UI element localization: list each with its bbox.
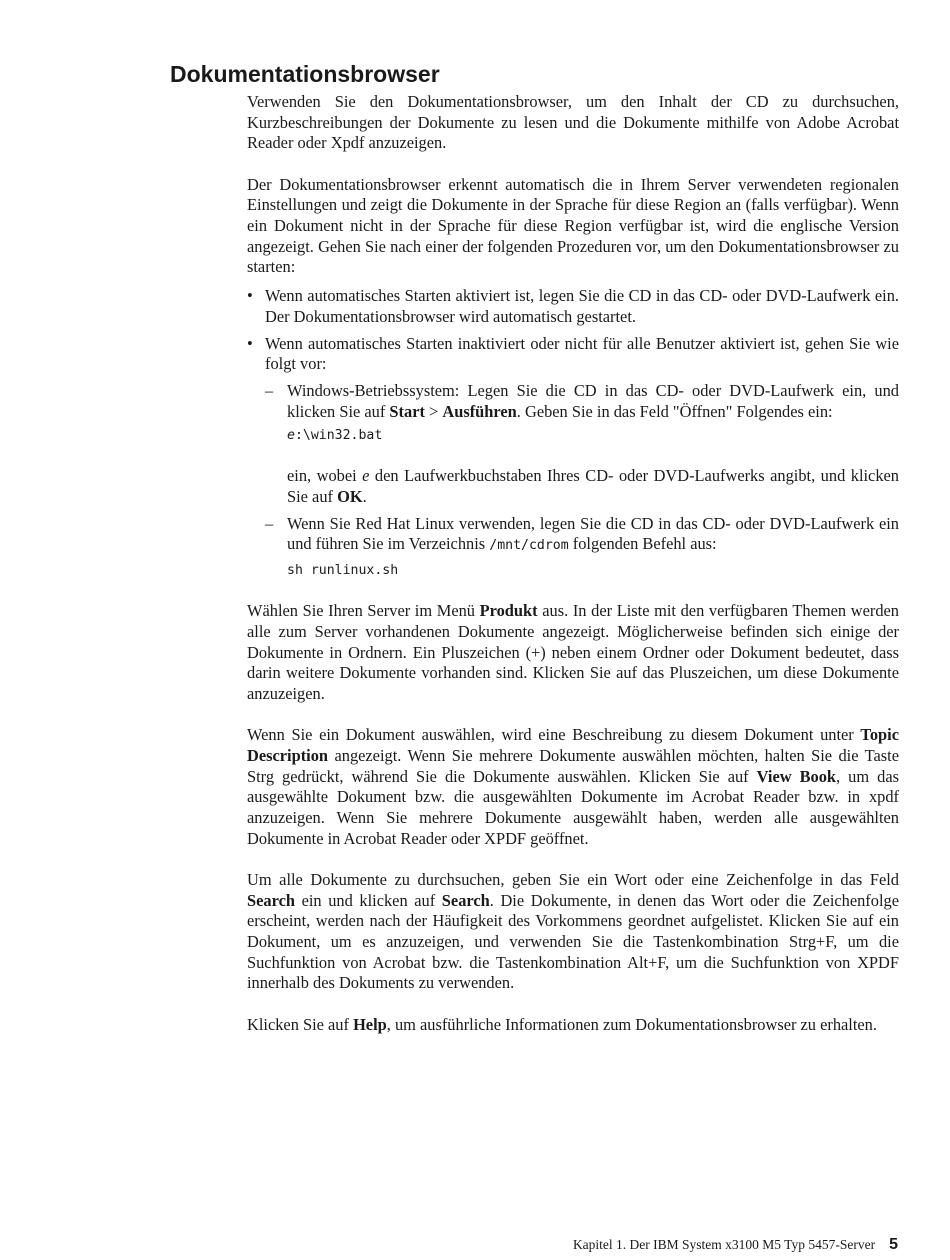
search-text-cont: ein und klicken auf — [294, 890, 442, 910]
product-text-cont: aus. In der Liste mit den verfügbaren Themen werden alle zum Server vorhandenen Dokumente angezeigt. Möglicherweise befinden sich einige der Dokumente in Ordnern. Ein Pluszeichen (+) neben einem Ordner oder Dokument bedeutet, dass darin weitere Dokumente vorhanden sind. Klicken Sie auf das Pluszeichen, um diese Dokumente anzuzeigen. — [247, 601, 899, 703]
list-item — [247, 286, 899, 327]
windows-text: Windows-Betriebssystem: Legen Sie die CD in das CD- oder DVD-Laufwerk ein, und klicken Sie auf — [287, 380, 899, 421]
autostart-on-text: Wenn automatisches Starten aktiviert ist, legen Sie die CD in das CD- oder DVD-Laufwerk ein. Der Dokumentationsbrowser wird automatisch gestartet. — [265, 286, 899, 326]
windows-command — [287, 426, 899, 446]
note-text-cont: den Laufwerkbuchstaben Ihres CD- oder DVD-Laufwerks angibt, und klicken Sie auf — [287, 466, 899, 507]
note-end: . — [362, 487, 367, 507]
note-text: ein, wobei — [287, 466, 363, 486]
view-book-label: View Book — [756, 766, 837, 786]
search-text-end: . Die Dokumente, in denen das Wort oder die Zeichenfolge erscheint, werden nach der Häufigkeit des Vorkommens geordnet aufgelistet. Klicken Sie auf ein Dokument, um es anzuzeigen, und verwenden Sie die Tastenkombination Strg+F, um die Suchfunktion von Acrobat bzw. die Tastenkombination Alt+F, um die Suchfunktion von XPDF innerhalb des Dokuments zu verwenden. — [247, 890, 899, 993]
body-text — [247, 92, 899, 1056]
page-title: Dokumentationsbrowser — [170, 61, 440, 87]
start-menu-label: Start — [389, 401, 425, 421]
os-procedure-list — [265, 381, 899, 581]
start-procedure-list — [247, 286, 899, 581]
search-paragraph — [247, 870, 899, 994]
chapter-title: Kapitel 1. Der IBM System x3100 M5 Typ 5457-Server — [572, 1237, 876, 1252]
drive-variable-ref: e — [362, 466, 370, 486]
list-item — [247, 334, 899, 582]
windows-note — [287, 466, 899, 507]
drive-variable: e — [287, 428, 295, 444]
search-button-label: Search — [441, 890, 490, 910]
list-item — [265, 381, 899, 508]
product-text: Wählen Sie Ihren Server im Menü — [247, 601, 480, 621]
search-text: Um alle Dokumente zu durchsuchen, geben Sie ein Wort oder eine Zeichenfolge in das Feld — [247, 869, 899, 889]
help-text: Klicken Sie auf — [247, 1014, 354, 1034]
windows-command-text: :\win32.bat — [294, 428, 383, 444]
help-text-cont: , um ausführliche Informationen zum Dokumentationsbrowser zu erhalten. — [386, 1014, 877, 1034]
linux-text-cont: folgenden Befehl aus: — [568, 534, 717, 554]
search-field-label: Search — [247, 890, 295, 910]
linux-command: sh runlinux.sh — [287, 563, 399, 579]
region-paragraph — [247, 175, 899, 279]
help-paragraph — [247, 1015, 899, 1036]
linux-text: Wenn Sie Red Hat Linux verwenden, legen Sie die CD in das CD- oder DVD-Laufwerk ein und führen Sie im Verzeichnis — [287, 513, 899, 554]
select-text-cont: angezeigt. Wenn Sie mehrere Dokumente auswählen möchten, halten Sie die Taste Strg gedrückt, während Sie die Dokumente auswählen. Klicken Sie auf — [247, 745, 899, 786]
page-footer — [573, 1236, 898, 1254]
mount-directory: /mnt/cdrom — [489, 538, 569, 554]
region-text: Der Dokumentationsbrowser erkennt automatisch die in Ihrem Server verwendeten regionalen Einstellungen und zeigt die Dokumente in der Sprache für diese Region an (falls verfügbar). Wenn ein Dokument nicht in der Sprache für diese Region verfügbar ist, wird die englische Version angezeigt. Gehen Sie nach einer der folgenden Prozeduren vor, um den Dokumentationsbrowser zu starten: — [247, 174, 899, 277]
product-paragraph — [247, 601, 899, 705]
produkt-label: Produkt — [479, 601, 538, 621]
autostart-off-text: Wenn automatisches Starten inaktiviert oder nicht für alle Benutzer aktiviert ist, gehen Sie wie folgt vor: — [265, 333, 899, 374]
help-label: Help — [353, 1014, 387, 1034]
windows-text-cont: . Geben Sie in das Feld "Öffnen" Folgendes ein: — [516, 401, 833, 421]
select-text: Wenn Sie ein Dokument auswählen, wird eine Beschreibung zu diesem Dokument unter — [247, 725, 861, 745]
topic-description-label: Topic Description — [247, 725, 899, 765]
menu-separator: > — [424, 401, 443, 421]
page-number: 5 — [889, 1236, 898, 1253]
run-menu-label: Ausführen — [442, 401, 517, 421]
select-text-end: , um das ausgewählte Dokument bzw. die ausgewählten Dokumente im Acrobat Reader bzw. in xpdf anzuzeigen. Wenn Sie mehrere Dokumente ausgewählt haben, werden alle ausgewählten Dokumente in Acrobat Reader oder XPDF geöffnet. — [247, 766, 899, 848]
intro-paragraph: Verwenden Sie den Dokumentationsbrowser, um den Inhalt der CD zu durchsuchen, Kurzbeschreibungen der Dokumente zu lesen und die Dokumente mithilfe von Adobe Acrobat Reader oder Xpdf anzuzeigen. — [247, 92, 899, 153]
list-item — [265, 514, 899, 581]
select-paragraph — [247, 725, 899, 849]
ok-label: OK — [337, 487, 363, 507]
